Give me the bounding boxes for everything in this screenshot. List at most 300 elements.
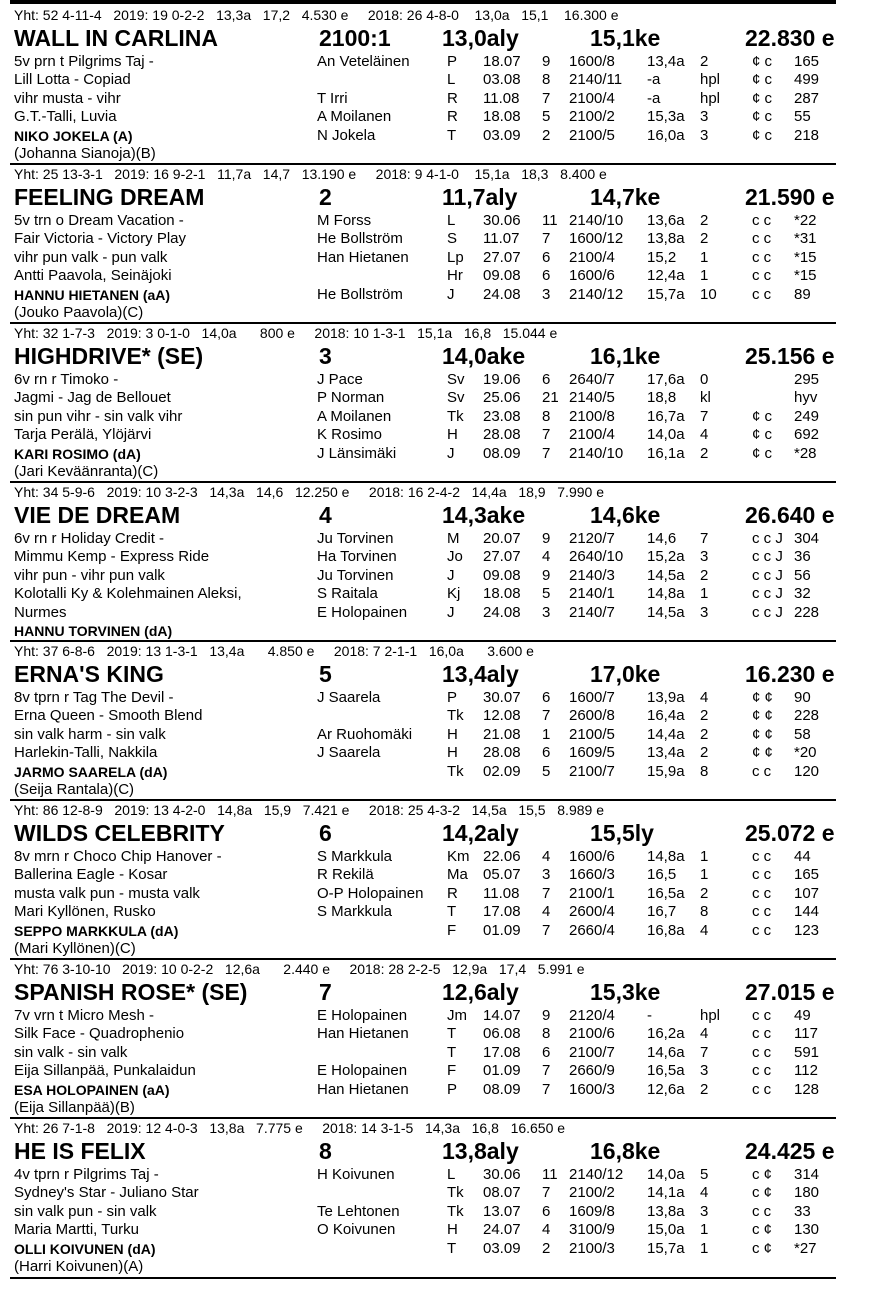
race-row [317,548,836,566]
race-track: F [447,1062,457,1080]
race-track: L [447,212,456,229]
race-time: 15,7a [647,285,685,303]
race-post: 2 [542,126,551,144]
race-post: 7 [542,426,551,444]
race-odds: 228 [794,603,820,621]
horse-entry-3 [10,324,836,483]
race-placing: 1 [700,248,709,266]
horse-info [14,530,314,642]
race-track: Tk [447,1184,464,1202]
info-line: Sydney's Star - Juliano Star [14,1184,199,1202]
race-placing: 8 [700,762,709,780]
race-distance: 2100/1 [569,884,615,902]
race-shoes: ¢ c [752,126,773,144]
race-distance: 1660/3 [569,866,615,884]
race-shoes: ¢ c [752,89,773,107]
race-odds: *22 [794,212,817,229]
start-number: 6 [319,820,332,846]
info-line: G.T.-Talli, Luvia [14,108,117,126]
race-placing: 4 [700,689,709,706]
race-time: 17,6a [647,371,685,388]
total-prize: 24.425 e [745,1138,835,1164]
race-placing: 7 [700,407,709,425]
race-date: 12.08 [483,707,521,725]
record-volt: 15,1ke [590,25,661,51]
race-track: Tk [447,707,464,725]
recent-races [317,1166,836,1258]
race-time: - [647,1007,652,1024]
info-line: 6v rn r Timoko - [14,371,119,388]
race-post: 9 [542,530,551,547]
horse-header [14,1137,836,1165]
race-date: 18.08 [483,108,521,126]
race-time: 16,5a [647,884,685,902]
info-line: Mimmu Kemp - Express Ride [14,548,210,566]
race-placing: 10 [700,285,717,303]
race-row [317,1240,836,1258]
horse-entry-7 [10,960,836,1119]
race-row [317,230,836,248]
race-time: 14,1a [647,1184,685,1202]
horse-header [14,183,836,211]
race-date: 24.08 [483,285,521,303]
driver-name: ESA HOLOPAINEN (aA) [14,1081,170,1098]
race-placing: 1 [700,585,709,603]
race-row [317,371,836,389]
race-odds: 218 [794,126,820,144]
race-track: Jo [447,548,463,566]
race-driver: A Moilanen [317,407,392,425]
race-distance: 3100/9 [569,1221,615,1239]
record-auto: 14,3ake [442,502,526,528]
race-shoes: c c [752,248,772,266]
race-distance: 2100/2 [569,108,615,126]
pedigree-owner [14,212,314,286]
race-time: -a [647,71,661,89]
race-row [317,530,836,548]
race-time: 16,2a [647,1025,685,1043]
info-line: Kolotalli Ky & Kolehmainen Aleksi, [14,585,242,603]
race-odds: 49 [794,1007,811,1024]
race-distance: 2100/4 [569,89,615,107]
race-date: 23.08 [483,407,521,425]
race-shoes: ¢ c [752,407,773,425]
race-distance: 2640/10 [569,548,624,566]
race-time: 12,4a [647,267,685,285]
race-time: 13,6a [647,212,685,229]
race-row [317,212,836,230]
record-auto: 11,7aly [442,184,518,210]
horse-header [14,819,836,847]
race-row [317,744,836,762]
race-track: Lp [447,248,464,266]
race-post: 21 [542,389,559,407]
race-driver: An Veteläinen [317,53,410,70]
recent-races [317,53,836,145]
race-date: 02.09 [483,762,521,780]
record-volt: 17,0ke [590,661,661,687]
race-track: H [447,1221,458,1239]
race-driver: Han Hietanen [317,248,409,266]
race-distance: 2140/12 [569,1166,624,1183]
race-date: 01.09 [483,1062,521,1080]
race-shoes: ¢ ¢ [752,689,773,706]
race-row [317,267,836,285]
info-line: sin valk pun - sin valk [14,1202,157,1220]
race-odds: 36 [794,548,811,566]
race-row [317,1062,836,1080]
race-distance: 1600/7 [569,689,615,706]
record-auto: 13,4aly [442,661,519,687]
race-time: 16,4a [647,707,685,725]
race-track: Sv [447,371,465,388]
race-track: Km [447,848,470,865]
race-distance: 2140/1 [569,585,615,603]
race-time: 15,0a [647,1221,685,1239]
race-shoes: c c [752,921,772,939]
race-row [317,389,836,407]
driver-name: SEPPO MARKKULA (dA) [14,922,179,939]
race-odds: 33 [794,1202,811,1220]
info-line: 8v mrn r Choco Chip Hanover - [14,848,222,865]
horse-name: FEELING DREAM [14,184,205,210]
race-driver: A Moilanen [317,108,392,126]
race-track: Hr [447,267,463,285]
race-post: 7 [542,1062,551,1080]
race-odds: 112 [794,1062,818,1080]
trainer-name: (Jouko Paavola)(C) [14,304,144,322]
horse-header [14,24,836,52]
info-line: 6v rn r Holiday Credit - [14,530,165,547]
race-track: P [447,53,458,70]
info-line: Eija Sillanpää, Punkalaidun [14,1062,196,1080]
race-placing: 0 [700,371,709,388]
trainer-name: (Johanna Sianoja)(B) [14,145,156,163]
race-shoes: c c [752,212,772,229]
race-track: R [447,884,458,902]
race-row [317,71,836,89]
race-date: 17.08 [483,903,521,921]
race-time: 16,1a [647,444,685,462]
race-row [317,763,836,781]
race-track: M [447,530,460,547]
race-shoes: c c [752,1080,772,1098]
horse-name: VIE DE DREAM [14,502,181,528]
race-time: 15,7a [647,1239,685,1257]
race-post: 7 [542,707,551,725]
career-stats: Yht: 26 7-1-8 2019: 12 4-0-3 13,8a 7.775 e 2018: 14 3-1-5 14,3a 16,8 16.650 e [14,1120,566,1136]
race-row [317,53,836,71]
race-post: 8 [542,1025,551,1043]
race-placing: 1 [700,848,709,865]
horse-header [14,978,836,1006]
race-date: 27.07 [483,548,521,566]
race-row [317,1025,836,1043]
horse-name: WALL IN CARLINA [14,25,219,51]
career-stats: Yht: 25 13-3-1 2019: 16 9-2-1 11,7a 14,7 13.190 e 2018: 9 4-1-0 15,1a 18,3 8.400 e [14,166,607,182]
horse-info [14,689,314,799]
race-shoes: ¢ ¢ [752,725,773,743]
race-date: 18.07 [483,53,521,70]
start-number: 8 [319,1138,332,1164]
race-date: 20.07 [483,530,521,547]
race-post: 6 [542,744,551,762]
race-shoes: c ¢ [752,1239,773,1257]
race-placing: 7 [700,530,709,547]
race-odds: 32 [794,585,811,603]
info-line: Ballerina Eagle - Kosar [14,866,168,884]
horse-info [14,371,314,481]
race-odds: 117 [794,1025,818,1043]
record-auto: 13,8aly [442,1138,519,1164]
race-shoes: c c [752,848,772,865]
driver-name: NIKO JOKELA (A) [14,127,133,144]
record-volt: 15,3ke [590,979,661,1005]
race-track: J [447,285,455,303]
race-time: 16,8a [647,921,685,939]
race-driver: J Saarela [317,689,381,706]
race-distance: 2120/7 [569,530,615,547]
race-placing: 2 [700,566,709,584]
info-line: 7v vrn t Micro Mesh - [14,1007,155,1024]
trainer-name: (Jari Keväänranta)(C) [14,463,159,481]
race-row [317,90,836,108]
race-time: 14,6 [647,530,677,547]
race-date: 25.06 [483,389,521,407]
race-odds: *27 [794,1239,817,1257]
race-shoes: ¢ c [752,53,773,70]
race-date: 03.08 [483,71,521,89]
race-track: T [447,126,457,144]
race-odds: 58 [794,725,811,743]
race-post: 5 [542,108,551,126]
race-distance: 2100/4 [569,248,615,266]
race-post: 6 [542,248,551,266]
race-post: 4 [542,903,551,921]
total-prize: 16.230 e [745,661,835,687]
race-distance: 2140/3 [569,566,615,584]
info-line: sin valk - sin valk [14,1043,128,1061]
race-time: 16,7 [647,903,677,921]
race-shoes: c c [752,762,772,780]
race-time: 16,5 [647,866,677,884]
race-shoes: c c [752,230,772,248]
race-post: 11 [542,1166,558,1183]
race-placing: 8 [700,903,709,921]
race-track: Tk [447,1202,464,1220]
info-line: vihr pun - vihr pun valk [14,566,165,584]
race-placing: 3 [700,126,709,144]
race-placing: hpl [700,1007,721,1024]
race-placing: 2 [700,884,709,902]
horse-name: WILDS CELEBRITY [14,820,225,846]
career-stats: Yht: 32 1-7-3 2019: 3 0-1-0 14,0a 800 e 2018: 10 1-3-1 15,1a 16,8 15.044 e [14,325,558,341]
race-shoes: c c J [752,530,783,547]
record-auto: 12,6aly [442,979,519,1005]
race-driver: S Raitala [317,585,378,603]
race-odds: 90 [794,689,811,706]
race-post: 7 [542,921,551,939]
race-date: 11.07 [483,230,520,248]
info-line: sin valk harm - sin valk [14,725,166,743]
race-placing: 2 [700,744,709,762]
race-post: 1 [542,725,551,743]
info-line: Jagmi - Jag de Bellouet [14,389,171,407]
race-row [317,1044,836,1062]
race-driver: Ar Ruohomäki [317,725,413,743]
race-driver: K Rosimo [317,426,383,444]
record-volt: 15,5ly [590,820,654,846]
race-distance: 2640/7 [569,371,615,388]
race-row [317,866,836,884]
race-date: 24.07 [483,1221,521,1239]
recent-races [317,212,836,304]
race-track: T [447,1239,457,1257]
race-time: -a [647,89,661,107]
race-time: 13,8a [647,1202,685,1220]
race-odds: 107 [794,884,820,902]
info-line: Maria Martti, Turku [14,1221,140,1239]
race-placing: 1 [700,267,709,285]
race-post: 9 [542,566,551,584]
race-distance: 1609/5 [569,744,615,762]
race-placing: 4 [700,921,709,939]
race-row [317,1007,836,1025]
race-distance: 1600/3 [569,1080,615,1098]
trainer-name: (Seija Rantala)(C) [14,781,135,799]
race-shoes: c ¢ [752,1221,773,1239]
race-placing: 1 [700,1239,709,1257]
trainer-name: (Mari Kyllönen)(C) [14,940,136,958]
race-driver: S Markkula [317,848,393,865]
horse-entry-2 [10,165,836,324]
race-post: 11 [542,212,558,229]
race-post: 4 [542,1221,551,1239]
race-driver: T Irri [317,89,348,107]
race-placing: 5 [700,1166,709,1183]
race-track: L [447,71,456,89]
race-post: 3 [542,285,551,303]
start-number: 2 [319,184,332,210]
pedigree-owner [14,848,314,922]
race-driver: Ju Torvinen [317,530,394,547]
race-placing: 2 [700,53,709,70]
horse-entry-5 [10,642,836,801]
race-track: F [447,921,457,939]
race-post: 5 [542,762,551,780]
race-time: 14,4a [647,725,685,743]
race-track: Tk [447,407,464,425]
race-shoes: c ¢ [752,1166,773,1183]
driver-name: OLLI KOIVUNEN (dA) [14,1240,156,1257]
race-shoes: c c J [752,566,783,584]
race-placing: 3 [700,603,709,621]
race-date: 19.06 [483,371,521,388]
horse-info [14,1166,314,1276]
race-time: 13,9a [647,689,685,706]
record-auto: 13,0aly [442,25,519,51]
race-post: 6 [542,371,551,388]
race-odds: 144 [794,903,820,921]
race-time: 14,0a [647,426,685,444]
race-time: 15,9a [647,762,685,780]
race-post: 7 [542,444,551,462]
race-distance: 2100/5 [569,725,615,743]
race-time: 14,8a [647,585,685,603]
race-time: 15,2a [647,548,685,566]
race-distance: 2140/12 [569,285,624,303]
race-time: 15,2 [647,248,677,266]
race-driver: O Koivunen [317,1221,396,1239]
race-odds: *31 [794,230,817,248]
race-date: 06.08 [483,1025,521,1043]
race-date: 22.06 [483,848,521,865]
race-date: 03.09 [483,126,521,144]
race-post: 6 [542,1202,551,1220]
race-distance: 1600/12 [569,230,624,248]
info-line: 5v prn t Pilgrims Taj - [14,53,154,70]
race-track: Kj [447,585,461,603]
race-odds: 591 [794,1043,820,1061]
race-odds: 692 [794,426,820,444]
race-driver: J Saarela [317,744,381,762]
horse-entry-6 [10,801,836,960]
race-date: 11.08 [483,89,520,107]
race-distance: 2140/10 [569,444,624,462]
total-prize: 21.590 e [745,184,835,210]
horse-info [14,53,314,163]
race-row [317,903,836,921]
race-track: L [447,1166,456,1183]
race-distance: 2100/7 [569,1043,615,1061]
start-number: 3 [319,343,332,369]
race-track: J [447,444,455,462]
horse-header [14,660,836,688]
total-prize: 25.072 e [745,820,835,846]
driver-name: JARMO SAARELA (dA) [14,763,168,780]
record-auto: 14,0ake [442,343,526,369]
race-row [317,726,836,744]
recent-races [317,371,836,463]
race-odds: 165 [794,866,820,884]
race-time: 16,5a [647,1062,685,1080]
race-date: 11.08 [483,884,520,902]
race-driver: Ha Torvinen [317,548,397,566]
race-shoes: c c [752,1025,772,1043]
race-driver: He Bollström [317,285,403,303]
record-volt: 16,1ke [590,343,661,369]
race-track: J [447,566,455,584]
info-line: Antti Paavola, Seinäjoki [14,267,172,285]
horse-entry-8 [10,1119,836,1279]
race-driver: J Länsimäki [317,444,397,462]
race-track: Tk [447,762,464,780]
race-post: 7 [542,884,551,902]
horse-header [14,501,836,529]
race-odds: 499 [794,71,820,89]
top-rule [10,0,836,4]
race-odds: 165 [794,53,820,70]
driver-name: HANNU TORVINEN (dA) [14,623,173,640]
recent-races [317,689,836,781]
horse-entry-4 [10,483,836,642]
race-distance: 1600/6 [569,267,615,285]
race-distance: 1609/8 [569,1202,615,1220]
race-shoes: c c [752,1043,772,1061]
race-date: 08.09 [483,444,521,462]
race-distance: 2100/8 [569,407,615,425]
race-post: 9 [542,1007,551,1024]
